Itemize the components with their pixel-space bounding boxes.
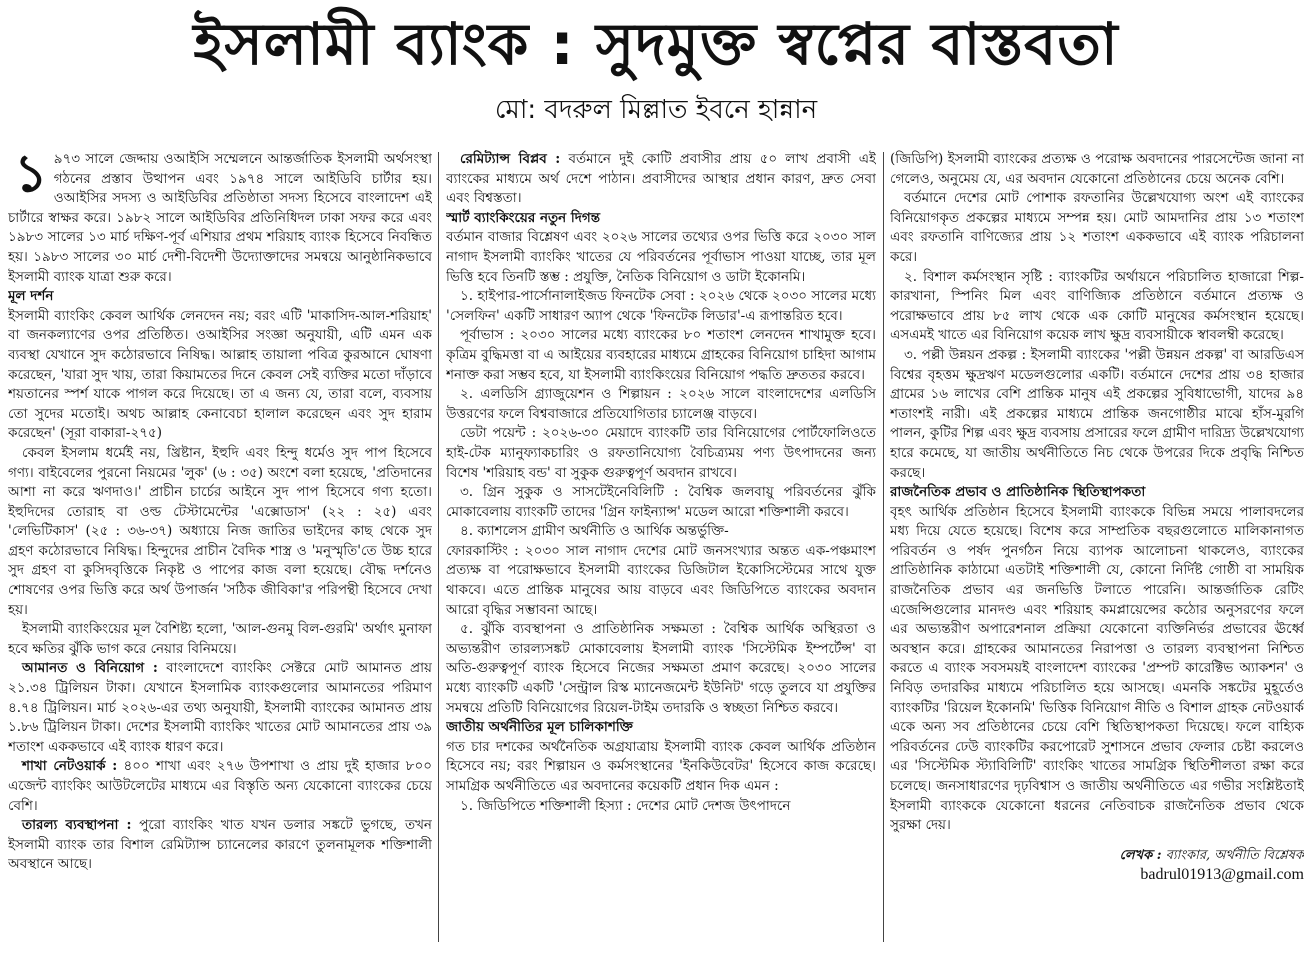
paragraph: ইসলামী ব্যাংকিংয়ের মূল বৈশিষ্ট্য হলো, 'আল-গুনমু বিল-গুরমি' অর্থাৎ মুনাফা হবে ক্ষতির ঝুঁকি ভাগ করে নেয়ার বিনিময়ে। [8, 621, 432, 657]
author-email[interactable]: badrul01913@gmail.com [1140, 866, 1304, 884]
paragraph: ২. এলডিসি গ্র্যাজুয়েশন ও শিল্পায়ন : ২০২৬ সালে বাংলাদেশের এলডিসি উত্তরণের ফলে বিশ্ববাজারে প্রতিযোগিতার চ্যালেঞ্জ বাড়বে। [446, 386, 876, 422]
paragraph: কেবল ইসলাম ধর্মেই নয়, খ্রিষ্টান, ইহুদি এবং হিন্দু ধর্মেও সুদ পাপ হিসেবে গণ্য। বাইবেলের পুরনো নিয়মের 'লুক' (৬ : ৩৫) অংশে বলা হয়েছে, 'প্রতিদানের আশা না করে ঋণদাও।' প্রাচীন চার্চের আইনে সুদ পাপ হিসেবে গণ্য হতো। ইহুদিদের তোরাহ বা ওল্ড টেস্টামেন্টের 'এক্সোডাস' (২২ : ২৫) এবং 'লেভিটিকাস' (২৫ : ৩৬-৩৭) অধ্যায়ে নিজ জাতির ভাইদের কাছ থেকে সুদ গ্রহণ কঠোরভাবে নিষিদ্ধ। হিন্দুদের প্রাচীন বৈদিক শাস্ত্র ও 'মনুস্মৃতি'তে উচ্চ হারে সুদ গ্রহণ বা কুসিদবৃত্তিকে নিকৃষ্ট ও পাপের কাজ বলা হয়েছে। বৌদ্ধ দর্শনেও শোষণের ওপর ভিত্তি করে অর্থ উপার্জন 'সঠিক জীবিকা'র পরিপন্থী হিসেবে দেখা হয়। [8, 444, 432, 618]
paragraph: ডেটা পয়েন্ট : ২০২৬-৩০ মেয়াদে ব্যাংকটি তার বিনিয়োগের পোর্টফোলিওতে হাই-টেক ম্যানুফ্যাকচারিং ও রফতানিযোগ্য বৈচিত্র্যময় পণ্য উৎপাদনের জন্য বিশেষ 'শরিয়াহ বন্ড' বা সুকুক গুরুত্বপূর্ণ অবদান রাখবে। [446, 425, 876, 481]
paragraph: শাখা নেটওয়ার্ক : ৪০০ শাখা এবং ২৭৬ উপশাখা ও প্রায় দুই হাজার ৮০০ এজেন্ট ব্যাংকিং আউটলেটের মাধ্যমে এর বিস্তৃতি অন্য যেকোনো ব্যাংকের চেয়ে বেশি। [8, 758, 432, 814]
paragraph: ২. বিশাল কর্মসংস্থান সৃষ্টি : ব্যাংকটির অর্থায়নে পরিচালিত হাজারো শিল্প-কারখানা, স্পিনিং মিল এবং বাণিজ্যিক প্রতিষ্ঠানে বর্তমানে প্রত্যক্ষ ও পরোক্ষভাবে প্রায় ৮৫ লাখ থেকে এক কোটি মানুষের কর্মসংস্থান হয়েছে। এসএমই খাতে এর বিনিয়োগ কয়েক লাখ ক্ষুদ্র ব্যবসায়ীকে স্বাবলম্বী করেছে। [890, 268, 1304, 344]
paragraph: বৃহৎ আর্থিক প্রতিষ্ঠান হিসেবে ইসলামী ব্যাংককে বিভিন্ন সময়ে পালাবদলের মধ্য দিয়ে যেতে হয়েছে। বিশেষ করে সাম্প্রতিক বছরগুলোতে মালিকানাগত পরিবর্তন ও পর্ষদ পুনর্গঠন নিয়ে ব্যাপক আলোচনা থাকলেও, ব্যাংকের প্রাতিষ্ঠানিক কাঠামো এতটাই শক্তিশালী যে, কোনো নির্দিষ্ট গোষ্ঠী বা সাময়িক রাজনৈতিক প্রভাব এর জনভিত্তি টলাতে পারেনি। আন্তর্জাতিক রেটিং এজেন্সিগুলোর মানদণ্ড এবং শরিয়াহ কমপ্লায়েন্সের কঠোর অনুসরণের ফলে এর অভ্যন্তরীণ অপারেশনাল প্রক্রিয়া যেকোনো ব্যক্তিনির্ভর প্রভাবের ঊর্ধ্বে অবস্থান করে। গ্রাহকের আমানতের নিরাপত্তা ও তারল্য ব্যবস্থাপনা নিশ্চিত করতে এ ব্যাংক সবসময়ই বাংলাদেশ ব্যাংকের 'প্রম্পট কারেক্টিভ অ্যাকশন' ও নিবিড় তদারকির মাধ্যমে পরিচালিত হয়ে আসছে। এমনকি সঙ্কটের মুহূর্তেও ব্যাংকটির 'রিয়েল ইকোনমি' ভিত্তিক বিনিয়োগ নীতি ও বিশাল গ্রাহক নেটওয়ার্ক একে অন্য সব প্রতিষ্ঠানের চেয়ে বেশি স্থিতিস্থাপকতা দিয়েছে। ফলে বাহ্যিক পরিবর্তনের ঢেউ ব্যাংকটির করপোরেট সুশাসনে প্রভাব ফেলার চেষ্টা করলেও এর 'সিস্টেমিক স্ট্যাবিলিটি' ব্যাংকিং খাতের সামগ্রিক স্থিতিশীলতা রক্ষা করে চলেছে। জনসাধারণের দৃঢ়বিশ্বাস ও জাতীয় অর্থনীতিতে এর গভীর সংশ্লিষ্টতাই ইসলামী ব্যাংককে যেকোনো ধরনের নেতিবাচক রাজনৈতিক প্রভাব থেকে সুরক্ষা দেয়। [890, 503, 1304, 834]
section-heading: মূল দর্শন [8, 288, 54, 305]
author-line: লেখক : ব্যাংকার, অর্থনীতি বিশ্লেষক [1119, 847, 1304, 863]
headline: ইসলামী ব্যাংক : সুদমুক্ত স্বপ্নের বাস্তবতা [193, 10, 1119, 78]
paragraph: ৩. গ্রিন সুকুক ও সাসটেইনেবিলিটি : বৈশ্বিক জলবায়ু পরিবর্তনের ঝুঁকি মোকাবেলায় ব্যাংকটি তাদের 'গ্রিন ফাইন্যান্স' মডেল আরো শক্তিশালী করবে। [446, 484, 876, 520]
paragraph: ইসলামী ব্যাংকিং কেবল আর্থিক লেনদেন নয়; বরং এটি 'মাকাসিদ-আল-শরিয়াহ' বা জনকল্যাণের ওপর প্রতিষ্ঠিত। ওআইসির সংজ্ঞা অনুযায়ী, এটি এমন এক ব্যবস্থা যেখানে সুদ কঠোরভাবে নিষিদ্ধ। আল্লাহ তায়ালা পবিত্র কুরআনে ঘোষণা করেছেন, 'যারা সুদ খায়, তারা কিয়ামতের দিনে কেবল সেই ব্যক্তির মতো দাঁড়াবে শয়তানের স্পর্শ যাকে পাগল করে দিয়েছে। তা এ জন্য যে, তারা বলে, ব্যবসায় তো সুদের মতোই। অথচ আল্লাহ কেনাবেচা হালাল করেছেন এবং সুদ হারাম করেছেন' (সূরা বাকারা-২৭৫) [8, 307, 432, 442]
paragraph: আমানত ও বিনিয়োগ : বাংলাদেশে ব্যাংকিং সেক্টরে মোট আমানত প্রায় ২১.৩৪ ট্রিলিয়ন টাকা। যেখানে ইসলামিক ব্যাংকগুলোর আমানতের পরিমাণ ৪.৭৪ ট্রিলিয়ন। মার্চ ২০২৬-এর তথ্য অনুযায়ী, ইসলামী ব্যাংকের আমানত প্রায় ১.৮৬ ট্রিলিয়ন টাকা। দেশের ইসলামী ব্যাংকিং খাতের মোট আমানতের প্রায় ৩৯ শতাংশ এককভাবে এই ব্যাংক ধারণ করে। [8, 660, 432, 755]
paragraph: ১. জিডিপিতে শক্তিশালী হিস্যা : দেশের মোট দেশজ উৎপাদনে [460, 797, 791, 814]
article-column-2 [446, 150, 876, 950]
paragraph: বর্তমানে দেশের মোট পোশাক রফতানির উল্লেখযোগ্য অংশ এই ব্যাংকের বিনিয়োগকৃত প্রকল্পের মাধ্যমে সম্পন্ন হয়। মোট আমদানির প্রায় ১৩ শতাংশ এবং রফতানি বাণিজ্যের প্রায় ১২ শতাংশ এককভাবে এই ব্যাংক পরিচালনা করে। [890, 190, 1304, 265]
paragraph: (জিডিপি) ইসলামী ব্যাংকের প্রত্যক্ষ ও পরোক্ষ অবদানের পারসেন্টেজ জানা না গেলেও, অনুমেয় যে, এর অবদান যেকোনো প্রতিষ্ঠানের চেয়ে অনেক বেশি। [890, 151, 1304, 187]
section-heading: স্মার্ট ব্যাংকিংয়ের নতুন দিগন্ত [446, 209, 601, 226]
paragraph: বর্তমান বাজার বিশ্লেষণ এবং ২০২৬ সালের তথ্যের ওপর ভিত্তি করে ২০৩০ সাল নাগাদ ইসলামী ব্যাংকিং খাতের যে পরিবর্তনের পূর্বাভাস পাওয়া যাচ্ছে, তার মূল ভিত্তি হবে তিনটি স্তম্ভ : প্রযুক্তি, নৈতিক বিনিয়োগ ও ডাটা ইকোনমি। [446, 229, 876, 285]
paragraph: ১. হাইপার-পার্সোনালাইজড ফিনটেক সেবা : ২০২৬ থেকে ২০৩০ সালের মধ্যে 'সেলফিন' একটি সাধারণ অ্যাপ থেকে 'ফিনটেক লিডার'-এ রূপান্তরিত হবে। [446, 288, 876, 324]
column-rule [883, 152, 884, 942]
section-heading: জাতীয় অর্থনীতির মূল চালিকাশক্তি [446, 719, 633, 736]
paragraph: পূর্বাভাস : ২০৩০ সালের মধ্যে ব্যাংকের ৮০ শতাংশ লেনদেন শাখামুক্ত হবে। কৃত্রিম বুদ্ধিমত্তা বা এ আইয়ের ব্যবহারের মাধ্যমে গ্রাহকের বিনিয়োগ চাহিদা আগাম শনাক্ত করা সম্ভব হবে, যা ইসলামী ব্যাংকিংয়ের বিনিয়োগ পদ্ধতি দ্রুততর করবে। [446, 327, 876, 383]
article-column-1 [8, 150, 432, 950]
paragraph: তারল্য ব্যবস্থাপনা : পুরো ব্যাংকিং খাত যখন ডলার সঙ্কটে ভুগছে, তখন ইসলামী ব্যাংক তার বিশাল রেমিট্যান্স চ্যানেলের কারণে তুলনামূলক শক্তিশালী অবস্থানে আছে। [8, 817, 432, 873]
paragraph: গত চার দশকের অর্থনৈতিক অগ্রযাত্রায় ইসলামী ব্যাংক কেবল আর্থিক প্রতিষ্ঠান হিসেবে নয়; বরং শিল্পায়ন ও কর্মসংস্থানের 'ইনকিউবেটর' হিসেবে কাজ করেছে। সামগ্রিক অর্থনীতিতে এর অবদানের কয়েকটি প্রধান দিক এমন : [446, 738, 876, 794]
paragraph: ৩. পল্লী উন্নয়ন প্রকল্প : ইসলামী ব্যাংকের 'পল্লী উন্নয়ন প্রকল্প' বা আরডিএস বিশ্বের বৃহত্তম ক্ষুদ্রঋণ মডেলগুলোর একটি। বর্তমানে দেশের প্রায় ৩৪ হাজার গ্রামের ১৬ লাখের বেশি প্রান্তিক মানুষ এই প্রকল্পের সুবিধাভোগী, যাদের ৯৪ শতাংশই নারী। এই প্রকল্পের মাধ্যমে প্রান্তিক জনগোষ্ঠীর মাঝে হাঁস-মুরগি পালন, কুটির শিল্প এবং ক্ষুদ্র ব্যবসায় প্রসারের ফলে গ্রামীণ দারিদ্র্য উল্লেখযোগ্য হারে কমেছে, যা জাতীয় অর্থনীতিতে নিচ থেকে উপরের দিকে প্রবৃদ্ধি নিশ্চিত করছে। [890, 346, 1304, 481]
intro-paragraph: ১ ৯৭৩ সালে জেদ্দায় ওআইসি সম্মেলনে আন্তর্জাতিক ইসলামী অর্থসংস্থা গঠনের প্রস্তাব উত্থাপন এবং ১৯৭৪ সালে আইডিবি চার্টার হয়। ওআইসির সদস্য ও আইডিবির প্রতিষ্ঠাতা সদস্য হিসেবে বাংলাদেশ এই চার্টারে স্বাক্ষর করে। ১৯৮২ সালে আইডিবির প্রতিনিধিদল ঢাকা সফর করে এবং ১৯৮৩ সালের ১৩ মার্চ দক্ষিণ-পূর্ব এশিয়ার প্রথম শরিয়াহ ব্যাংক হিসেবে নিবন্ধিত হয়। ১৯৮৩ সালের ৩০ মার্চ দেশী-বিদেশী উদ্যোক্তাদের সমন্বয়ে আনুষ্ঠানিকভাবে ইসলামী ব্যাংক যাত্রা শুরু করে। [8, 150, 432, 285]
drop-cap: ১ [14, 150, 48, 204]
byline: মো: বদরুল মিল্লাত ইবনে হান্নান [494, 95, 818, 125]
column-rule [438, 152, 439, 942]
paragraph: রেমিট্যান্স বিপ্লব : বর্তমানে দুই কোটি প্রবাসীর প্রায় ৫০ লাখ প্রবাসী এই ব্যাংকের মাধ্যমে অর্থ দেশে পাঠান। প্রবাসীদের আস্থার প্রধান কারণ, দ্রুত সেবা এবং বিশ্বস্ততা। [446, 151, 876, 207]
paragraph: ফোরকাস্টিং : ২০৩০ সাল নাগাদ দেশের মোট জনসংখ্যার অন্তত এক-পঞ্চমাংশ প্রত্যক্ষ বা পরোক্ষভাবে ইসলামী ব্যাংকের ডিজিটাল ইকোসিস্টেমের সাথে যুক্ত থাকবে। এতে প্রান্তিক মানুষের আয় বাড়বে এবং জিডিপিতে ব্যাংকের অবদান আরো বৃদ্ধির সম্ভাবনা আছে। [446, 542, 876, 618]
paragraph: ৪. ক্যাশলেস গ্রামীণ অর্থনীতি ও আর্থিক অন্তর্ভুক্তি- [460, 523, 729, 540]
article-column-3 [890, 150, 1304, 950]
section-heading: রাজনৈতিক প্রভাব ও প্রাতিষ্ঠানিক স্থিতিস্থাপকতা [890, 484, 1146, 501]
paragraph: ৫. ঝুঁকি ব্যবস্থাপনা ও প্রাতিষ্ঠানিক সক্ষমতা : বৈশ্বিক আর্থিক অস্থিরতা ও অভ্যন্তরীণ তারল্যসঙ্কট মোকাবেলায় ইসলামী ব্যাংক 'সিস্টেমিক ইম্পর্টেন্স' বা অতি-গুরুত্বপূর্ণ ব্যাংক হিসেবে নিজের সক্ষমতা প্রমাণ করেছে। ২০৩০ সালের মধ্যে ব্যাংকটি একটি 'সেন্ট্রাল রিস্ক ম্যানেজমেন্ট ইউনিট' গড়ে তুলবে যা প্রযুক্তির সমন্বয়ে প্রতিটি বিনিয়োগের রিয়েল-টাইম তদারকি ও স্বচ্ছতা নিশ্চিত করবে। [446, 621, 876, 716]
